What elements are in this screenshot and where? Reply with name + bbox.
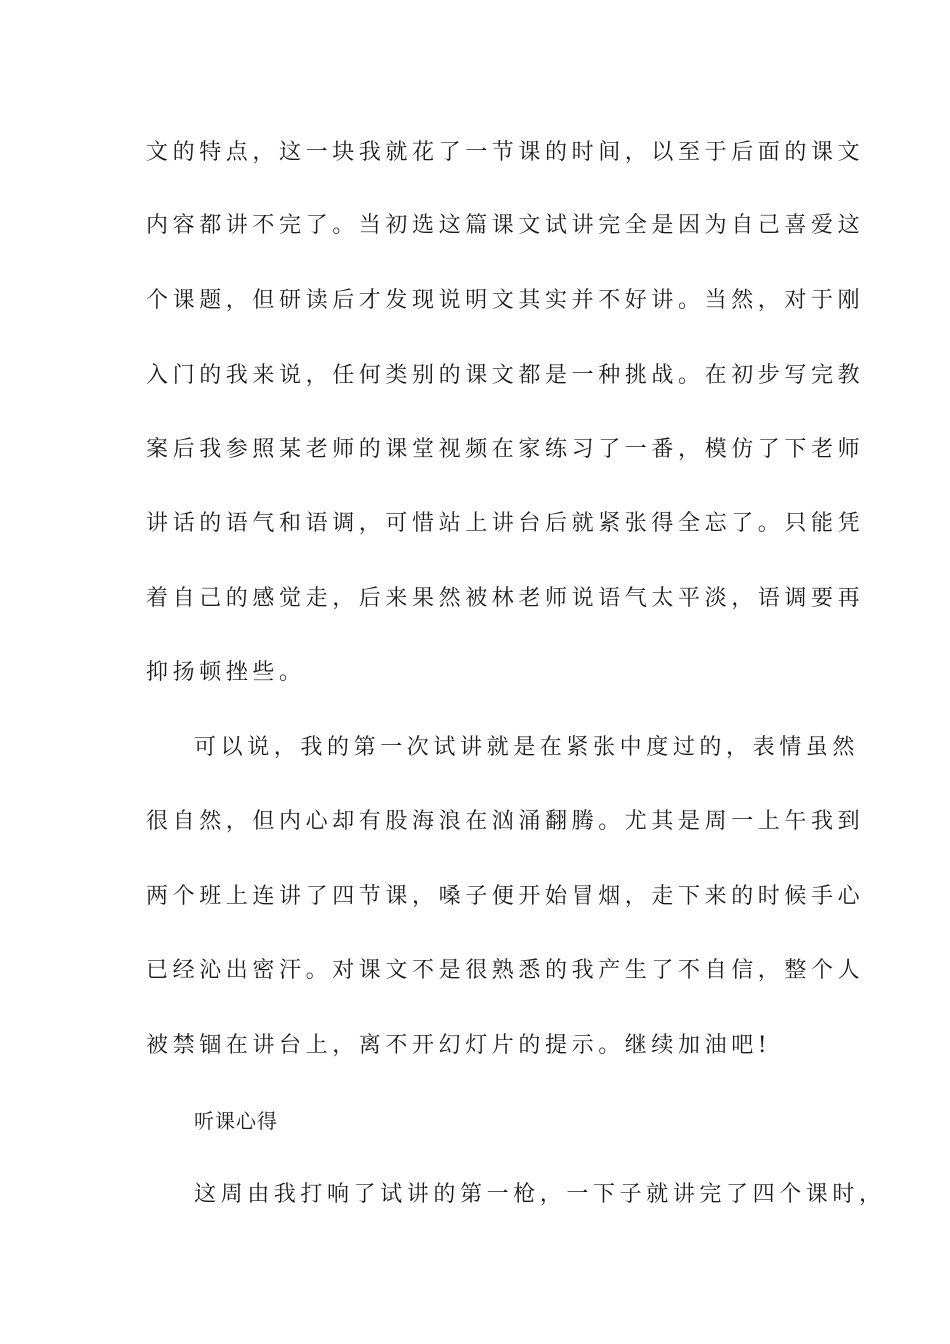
text-line: 这周由我打响了试讲的第一枪，一下子就讲完了四个课时，: [194, 1182, 886, 1207]
text-line: 可以说，我的第一次试讲就是在紧张中度过的，表情虽然: [194, 735, 860, 760]
text-line: 内容都讲不完了。当初选这篇课文试讲完全是因为自己喜爱这: [146, 213, 865, 238]
text-line: 入门的我来说，任何类别的课文都是一种挑战。在初步写完教: [146, 363, 865, 388]
text-line: 两个班上连讲了四节课，嗓子便开始冒烟，走下来的时候手心: [146, 884, 865, 909]
text-line: 着自己的感觉走，后来果然被林老师说语气太平淡，语调要再: [146, 586, 865, 611]
text-line: 讲话的语气和语调，可惜站上讲台后就紧张得全忘了。只能凭: [146, 511, 865, 536]
text-line: 抑扬顿挫些。: [146, 660, 306, 685]
text-line: 个课题，但研读后才发现说明文其实并不好讲。当然，对于刚: [146, 288, 865, 313]
text-line: 已经沁出密汗。对课文不是很熟悉的我产生了不自信，整个人: [146, 958, 865, 983]
text-line: 文的特点，这一块我就花了一节课的时间，以至于后面的课文: [146, 140, 865, 165]
section-heading: 听课心得: [194, 1109, 278, 1133]
text-line: 很自然，但内心却有股海浪在汹涌翻腾。尤其是周一上午我到: [146, 809, 865, 834]
text-line: 案后我参照某老师的课堂视频在家练习了一番，模仿了下老师: [146, 437, 865, 462]
text-line: 被禁锢在讲台上，离不开幻灯片的提示。继续加油吧!: [146, 1033, 772, 1058]
